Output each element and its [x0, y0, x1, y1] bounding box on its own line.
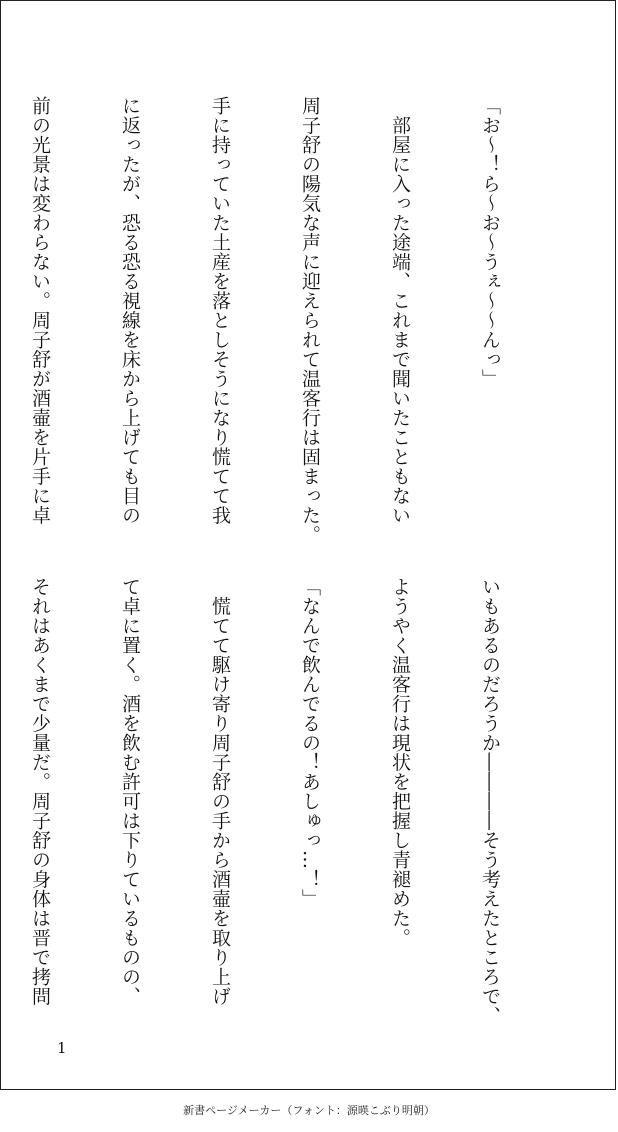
- line: に返ったが、恐る恐る視線を床から上げても目の: [119, 96, 141, 525]
- line: 「お〜！ら〜お〜うぇ〜〜んっ」: [479, 96, 501, 389]
- line: 手に持っていた土産を落としそうになり慌てて我: [209, 96, 231, 525]
- line: 前の光景は変わらない。周子舒が酒壷を片手に卓: [29, 96, 51, 525]
- line: て卓に置く。酒を飲む許可は下りているものの、: [119, 577, 141, 1006]
- page-number: 1: [57, 1039, 67, 1057]
- line: それはあくまで少量だ。周子舒の身体は晋で拷問: [29, 577, 51, 1006]
- line: 周子舒の陽気な声に迎えられて温客行は固まった。: [299, 96, 321, 545]
- footer-caption: 新書ページメーカー（フォント：源暎こぶり明朝）: [183, 1104, 435, 1117]
- line: 慌てて駆け寄り周子舒の手から酒壷を取り上げ: [209, 577, 231, 1006]
- line: 部屋に入った途端、これまで聞いたこともない: [389, 96, 411, 525]
- text-block-upper: [0, 96, 565, 551]
- line: いもあるのだろうか――――そう考えたところで、: [479, 577, 501, 1026]
- text-block-lower: [0, 577, 565, 1032]
- line: ようやく温客行は現状を把握し青褪めた。: [389, 577, 411, 948]
- line: 「なんで飲んでるの！あしゅっ…！」: [299, 577, 321, 909]
